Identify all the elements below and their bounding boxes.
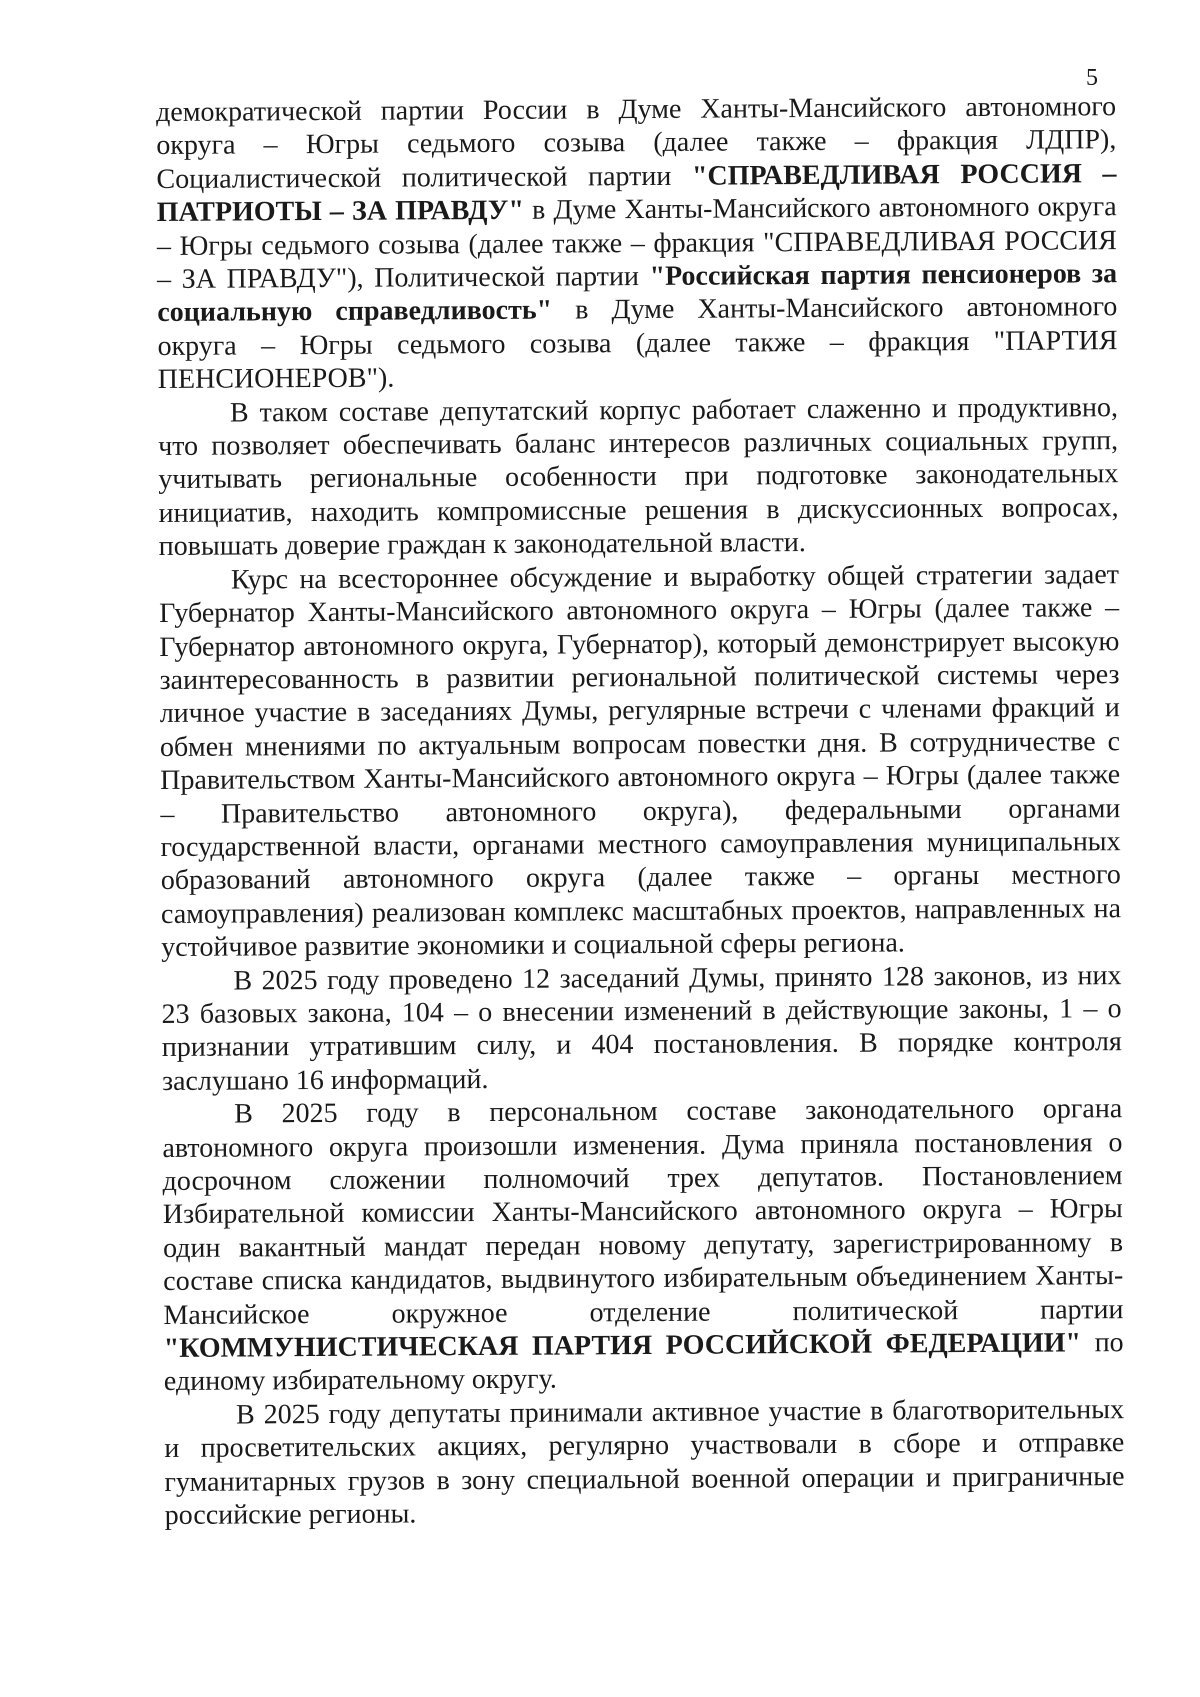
text-run: демократической партии России в Думе Ханты-Мансийского автономного округа – Югры седьмого созыва (далее также – фракция ЛДПР), Социалистической политической партии: [156, 91, 1117, 195]
page-number: 5: [1086, 65, 1098, 91]
document-body: [156, 90, 1125, 1532]
party-name-bold: "Российская партия пенсионеров за социальную справедливость": [157, 258, 1118, 329]
party-name-bold: "КОММУНИСТИЧЕСКАЯ ПАРТИЯ РОССИЙСКОЙ ФЕДЕРАЦИИ": [163, 1327, 1082, 1365]
paragraph-deputy-corps: [158, 391, 1119, 564]
text-run: Курс на всестороннее обсуждение и выработку общей стратегии задает Губернатор Ханты-Мансийского автономного округа – Югры (далее также – Губернатор автономного округа, Губернатор), который демонстрирует высокую заинтересованность в развитии региональной политической системы через личное участие в заседаниях Думы, регулярные встречи с членами фракций и обмен мнениями по актуальным вопросам повестки дня. В сотрудничестве с Правительством Ханты-Мансийского автономного округа – Югры (далее также – Правительство автономного округа), федеральными органами государственной власти, органами местного самоуправления муниципальных образований автономного округа (далее также – органы местного самоуправления) реализован комплекс масштабных проектов, направленных на устойчивое развитие экономики и социальной сферы региона.: [159, 558, 1122, 964]
text-run: В 2025 году депутаты принимали активное участие в благотворительных и просветительских акциях, регулярно участвовали в сборе и отправке гуманитарных грузов в зону специальной военной операции и приграничные российские регионы.: [164, 1393, 1125, 1532]
text-run: в Думе Ханты-Мансийского автономного округа – Югры седьмого созыва (далее также – фракция "СПРАВЕДЛИВАЯ РОССИЯ – ЗА ПРАВДУ"), Политической партии: [156, 191, 1117, 296]
paragraph-charity: [164, 1393, 1125, 1532]
text-run: В 2025 году в персональном составе законодательного органа автономного округа произошли изменения. Дума приняла постановления о досрочном сложении полномочий трех депутатов. Постановлением Избирательной комиссии Ханты-Мансийского автономного округа – Югры один вакантный мандат передан новому депутату, зарегистрированному в составе списка кандидатов, выдвинутого избирательным объединением Ханты-Мансийское окружное отделение политической партии: [162, 1093, 1124, 1331]
text-run: в Думе Ханты-Мансийского автономного округа – Югры седьмого созыва (далее также – фракция "ПАРТИЯ ПЕНСИОНЕРОВ").: [157, 291, 1118, 396]
text-run: В таком составе депутатский корпус работает слаженно и продуктивно, что позволяет обеспечивать баланс интересов различных социальных групп, учитывать региональные особенности при подготовке законодательных инициатив, находить компромиссные решения в дискуссионных вопросах, повышать доверие граждан к законодательной власти.: [158, 391, 1119, 563]
text-run: В 2025 году проведено 12 заседаний Думы, принято 128 законов, из них 23 базовых закона, 104 – о внесении изменений в действующие законы, 1 – о признании утратившим силу, и 404 постановления. В порядке контроля заслушано 16 информаций.: [161, 959, 1122, 1097]
paragraph-factions: [156, 90, 1118, 397]
paragraph-composition-changes: [162, 1092, 1124, 1399]
paragraph-governor: [159, 558, 1121, 965]
party-name-bold: "СПРАВЕДЛИВАЯ РОССИЯ – ПАТРИОТЫ – ЗА ПРАВДУ": [156, 157, 1117, 229]
paragraph-statistics: [161, 959, 1122, 1098]
text-run: по единому избирательному округу.: [163, 1327, 1124, 1398]
